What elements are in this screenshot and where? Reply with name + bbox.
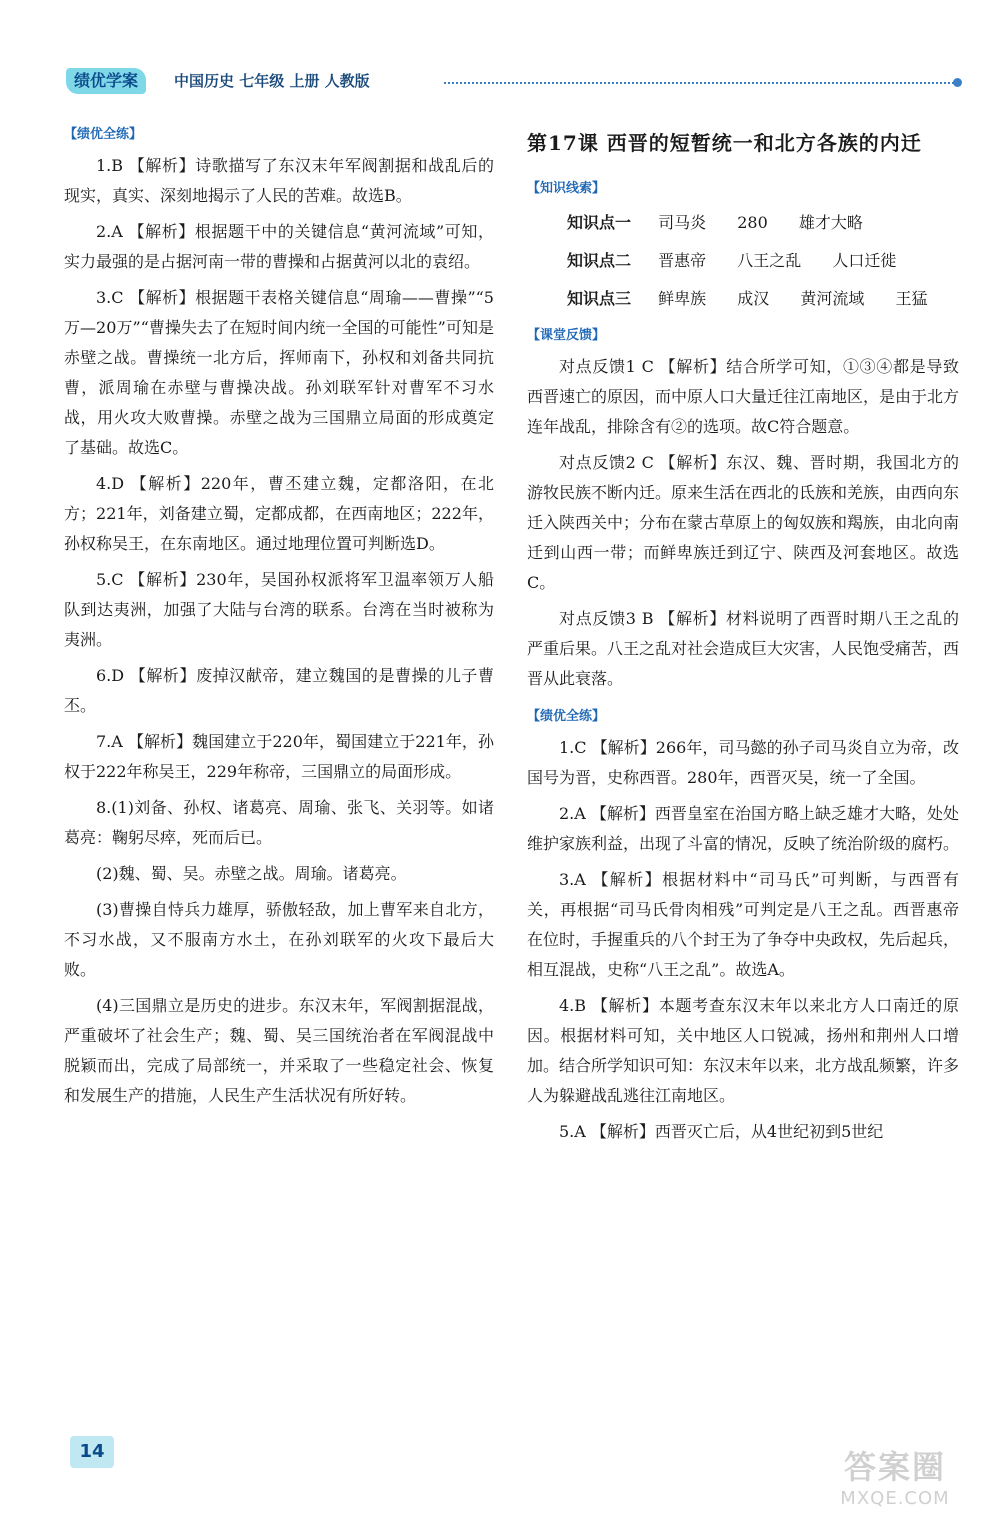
brand-badge: 绩优学案 [66,68,146,94]
page-number: 14 [70,1436,114,1468]
answer-paragraph: 6.D 【解析】废掉汉献帝，建立魏国的是曹操的儿子曹丕。 [64,666,494,715]
knowledge-item: 280 [737,213,768,232]
feedback-paragraph: 对点反馈1 C 【解析】结合所学可知，①③④都是导致西晋速亡的原因，而中原人口大量迁往江南地区，是由于北方连年战乱，排除含有②的选项。故C符合题意。 [527,357,960,436]
section-tag-practice: 【绩优全练】 [64,127,143,142]
answer-paragraph: 1.C 【解析】266年，司马懿的孙子司马炎自立为帝，改国号为晋，史称西晋。280年，西晋灭吴，统一了全国。 [527,738,959,787]
section-tag-knowledge: 【知识线索】 [527,181,606,196]
header-title: 中国历史 七年级 上册 人教版 [174,72,370,90]
answer-paragraph: 2.A 【解析】西晋皇室在治国方略上缺乏雄才大略，处处维护家族利益，出现了斗富的情况，反映了统治阶级的腐朽。 [527,804,960,853]
section-tag-feedback: 【课堂反馈】 [527,328,606,343]
lesson-title: 第17课 西晋的短暂统一和北方各族的内迁 [527,131,922,155]
left-column [64,118,494,1117]
knowledge-item: 八王之乱 [737,251,802,270]
answer-paragraph: 5.C 【解析】230年，吴国孙权派将军卫温率领万人船队到达夷洲，加强了大陆与台湾的联系。台湾在当时被称为夷洲。 [64,570,494,649]
watermark [820,1442,970,1516]
answer-paragraph: 4.B 【解析】本题考查东汉末年以来北方人口南迁的原因。根据材料可知，关中地区人口锐减，扬州和荆州人口增加。结合所学知识可知：东汉末年以来，北方战乱频繁，许多人为躲避战乱逃往江南地区。 [527,996,960,1105]
knowledge-point-label: 知识点二 [567,251,632,270]
answer-paragraph: 8.(1)刘备、孙权、诸葛亮、周瑜、张飞、关羽等。如诸葛亮：鞠躬尽瘁，死而后已。 [64,798,494,847]
knowledge-item: 雄才大略 [798,213,863,232]
knowledge-point [527,281,959,317]
watermark-logo: 答案圈 [843,1448,946,1486]
knowledge-item: 鲜卑族 [658,289,707,308]
answer-paragraph: 4.D 【解析】220年，曹丕建立魏，定都洛阳，在北方；221年，刘备建立蜀，定都成都，在西南地区；222年，孙权称吴王，在东南地区。通过地理位置可判断选D。 [64,474,494,553]
knowledge-point-label: 知识点三 [567,289,632,308]
header-dotted-rule [444,82,954,84]
feedback-paragraph: 对点反馈2 C 【解析】东汉、魏、晋时期，我国北方的游牧民族不断内迁。原来生活在西北的氐族和羌族，由西向东迁入陕西关中；分布在蒙古草原上的匈奴族和羯族，由北向南迁到山西一带；而鲜卑族迁到辽宁、陕西及河套地区。故选C。 [527,453,960,592]
right-column [527,128,959,1153]
section-tag-practice: 【绩优全练】 [527,709,606,724]
answer-paragraph: 1.B 【解析】诗歌描写了东汉末年军阀割据和战乱后的现实，真实、深刻地揭示了人民的苦难。故选B。 [64,156,494,205]
page-header [66,68,966,96]
knowledge-item: 黄河流域 [800,289,865,308]
knowledge-item: 人口迁徙 [832,251,897,270]
answer-paragraph: 5.A 【解析】西晋灭亡后，从4世纪初到5世纪 [559,1122,884,1141]
answer-paragraph: (4)三国鼎立是历史的进步。东汉末年，军阀割据混战，严重破坏了社会生产；魏、蜀、吴三国统治者在军阀混战中脱颖而出，完成了局部统一，并采取了一些稳定社会、恢复和发展生产的措施，人民生产生活状况有所好转。 [64,996,494,1105]
knowledge-point [527,243,959,279]
knowledge-item: 司马炎 [658,213,707,232]
answer-paragraph: (2)魏、蜀、吴。赤壁之战。周瑜。诸葛亮。 [96,864,407,883]
answer-paragraph: 7.A 【解析】魏国建立于220年，蜀国建立于221年，孙权于222年称吴王，229年称帝，三国鼎立的局面形成。 [64,732,494,781]
answer-paragraph: 3.A 【解析】根据材料中“司马氏”可判断，与西晋有关，再根据“司马氏骨肉相残”可判定是八王之乱。西晋惠帝在位时，手握重兵的八个封王为了争夺中央政权，先后起兵，相互混战，史称“八王之乱”。故选A。 [527,870,960,979]
answer-paragraph: 3.C 【解析】根据题干表格关键信息“周瑜——曹操”“5万—20万”“曹操失去了在短时间内统一全国的可能性”可知是赤壁之战。曹操统一北方后，挥师南下，孙权和刘备共同抗曹，派周瑜在赤壁与曹操决战。孙刘联军针对曹军不习水战，用火攻大败曹操。赤壁之战为三国鼎立局面的形成奠定了基础。故选C。 [64,288,494,457]
knowledge-point-label: 知识点一 [567,213,632,232]
knowledge-point [527,205,959,241]
header-dot-icon [953,78,962,87]
answer-paragraph: 2.A 【解析】根据题干中的关键信息“黄河流域”可知，实力最强的是占据河南一带的曹操和占据黄河以北的袁绍。 [64,222,494,271]
feedback-paragraph: 对点反馈3 B 【解析】材料说明了西晋时期八王之乱的严重后果。八王之乱对社会造成巨大灾害，人民饱受痛苦，西晋从此衰落。 [527,609,960,688]
knowledge-item: 成汉 [737,289,770,308]
knowledge-item: 王猛 [895,289,928,308]
watermark-url: MXQE.COM [840,1488,950,1509]
answer-paragraph: (3)曹操自恃兵力雄厚，骄傲轻敌，加上曹军来自北方，不习水战，又不服南方水土，在孙刘联军的火攻下最后大败。 [64,900,494,979]
knowledge-item: 晋惠帝 [658,251,707,270]
